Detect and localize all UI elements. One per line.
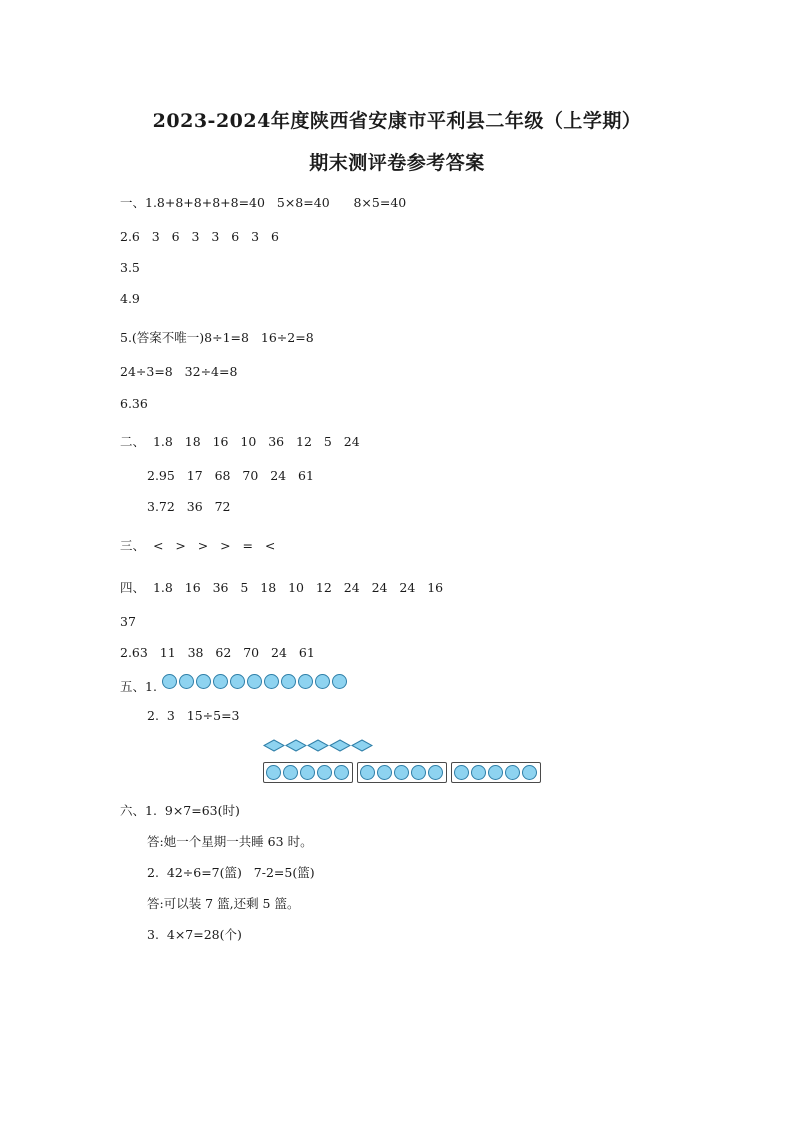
circle-shape — [317, 765, 332, 780]
answer-5-1: 五、1. — [120, 679, 157, 694]
circle-shape — [196, 674, 211, 689]
answer-1-1: 一、1.8+8+8+8+8=40 5×8=40 8×5=40 — [120, 195, 407, 210]
circle-shape — [283, 765, 298, 780]
circle-shape — [264, 674, 279, 689]
answer-4-1b: 37 — [120, 614, 136, 629]
answer-5-2: 2. 3 15÷5=3 — [147, 708, 240, 723]
answer-6-2: 2. 42÷6=7(篮) 7-2=5(篮) — [147, 865, 315, 880]
circle-shape — [377, 765, 392, 780]
answer-6-1a: 答:她一个星期一共睡 63 时。 — [147, 834, 313, 849]
circle-shape — [315, 674, 330, 689]
circle-shape — [213, 674, 228, 689]
circle-shape — [230, 674, 245, 689]
answer-1-6: 6.36 — [120, 396, 148, 411]
answer-4-2: 2.63 11 38 62 70 24 61 — [120, 645, 315, 660]
answer-3: 三、 < > > > = < — [120, 538, 276, 553]
answer-6-3: 3. 4×7=28(个) — [147, 927, 242, 942]
circle-groups-figure — [263, 762, 541, 783]
circle-group-box — [451, 762, 541, 783]
answer-6-2a: 答:可以装 7 篮,还剩 5 篮。 — [147, 896, 300, 911]
circle-shape — [471, 765, 486, 780]
answer-2-2: 2.95 17 68 70 24 61 — [147, 468, 314, 483]
diamond-shape — [307, 739, 329, 752]
circle-group-box — [357, 762, 447, 783]
circle-shape — [300, 765, 315, 780]
title-line-2: 期末测评卷参考答案 — [309, 152, 485, 174]
circle-shape — [281, 674, 296, 689]
circle-shape — [360, 765, 375, 780]
answer-4-1: 四、 1.8 16 36 5 18 10 12 24 24 24 16 — [120, 580, 444, 595]
circle-shape — [505, 765, 520, 780]
circle-shape — [298, 674, 313, 689]
circle-shape — [488, 765, 503, 780]
diamond-row-figure — [263, 739, 373, 752]
diamond-shape — [351, 739, 373, 752]
diamond-shape — [329, 739, 351, 752]
answer-1-2: 2.6 3 6 3 3 6 3 6 — [120, 229, 279, 244]
circle-shape — [179, 674, 194, 689]
answer-1-3: 3.5 — [120, 260, 140, 275]
circle-shape — [394, 765, 409, 780]
diamond-shape — [285, 739, 307, 752]
circle-shape — [522, 765, 537, 780]
answer-1-4: 4.9 — [120, 291, 140, 306]
answer-2-1: 二、 1.8 18 16 10 36 12 5 24 — [120, 434, 360, 449]
title-line-1: 2023-2024年度陕西省安康市平利县二年级（上学期） — [152, 110, 642, 132]
circle-shape — [332, 674, 347, 689]
diamond-shape — [263, 739, 285, 752]
answer-2-3: 3.72 36 72 — [147, 499, 231, 514]
answer-1-5: 5.(答案不唯一)8÷1=8 16÷2=8 — [120, 330, 314, 345]
circle-shape — [162, 674, 177, 689]
answer-6-1: 六、1. 9×7=63(时) — [120, 803, 240, 818]
circle-group-box — [263, 762, 353, 783]
circle-shape — [454, 765, 469, 780]
circle-shape — [247, 674, 262, 689]
circle-shape — [411, 765, 426, 780]
circle-shape — [428, 765, 443, 780]
circle-row-figure — [162, 674, 348, 689]
answer-1-5b: 24÷3=8 32÷4=8 — [120, 364, 238, 379]
circle-shape — [334, 765, 349, 780]
circle-shape — [266, 765, 281, 780]
